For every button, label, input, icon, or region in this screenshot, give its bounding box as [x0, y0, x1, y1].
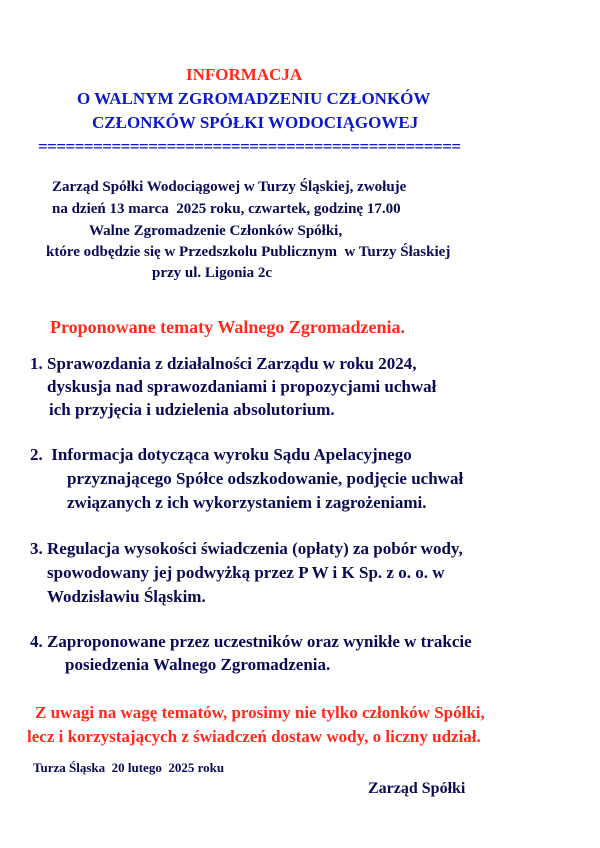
place-date: Turza Śląska 20 lutego 2025 roku	[33, 760, 225, 775]
topic-2-line-3: związanych z ich wykorzystaniem i zagrożeniami.	[67, 493, 427, 512]
topic-4-line-1: 4. Zaproponowane przez uczestników oraz wynikłe w trakcie	[30, 632, 472, 651]
topic-2-line-1: 2. Informacja dotycząca wyroku Sądu Apelacyjnego	[30, 445, 412, 464]
announcement-line-5: przy ul. Ligonia 2c	[152, 265, 273, 281]
topic-1-line-1: 1. Sprawozdania z działalności Zarządu w roku 2024,	[30, 354, 417, 373]
heading-line-2: O WALNYM ZGROMADZENIU CZŁONKÓW	[77, 89, 431, 108]
topic-1-line-3: ich przyjęcia i udzielenia absolutorium.	[49, 400, 335, 419]
topic-3-line-3: Wodzisławiu Śląskim.	[47, 587, 206, 606]
announcement-line-4: które odbędzie się w Przedszkolu Publicznym w Turzy Śłaskiej	[46, 244, 451, 260]
announcement-line-3: Walne Zgromadzenie Członków Spółki,	[89, 223, 343, 239]
note-line-1: Z uwagi na wagę tematów, prosimy nie tylko członków Spółki,	[35, 703, 485, 722]
topic-1-line-2: dyskusja nad sprawozdaniami i propozycjami uchwał	[47, 377, 437, 396]
note-line-2: lecz i korzystających z świadczeń dostaw wody, o liczny udział.	[27, 727, 481, 746]
topic-3-line-2: spowodowany jej podwyżką przez P W i K Sp. z o. o. w	[47, 563, 445, 582]
topics-heading: Proponowane tematy Walnego Zgromadzenia.	[50, 317, 405, 337]
signature: Zarząd Spółki	[368, 780, 466, 797]
announcement-line-1: Zarząd Spółki Wodociągowej w Turzy Śląskiej, zwołuje	[52, 179, 407, 195]
heading-line-3: CZŁONKÓW SPÓŁKI WODOCIĄGOWEJ	[92, 113, 419, 132]
topic-2-line-2: przyznającego Spółce odszkodowanie, podjęcie uchwał	[67, 469, 464, 488]
topic-4-line-2: posiedzenia Walnego Zgromadzenia.	[65, 655, 331, 674]
topic-3-line-1: 3. Regulacja wysokości świadczenia (opłaty) za pobór wody,	[30, 539, 463, 558]
divider-line: ==============================================	[38, 137, 461, 156]
announcement-line-2: na dzień 13 marca 2025 roku, czwartek, godzinę 17.00	[52, 201, 401, 217]
heading-informacja: INFORMACJA	[186, 65, 303, 84]
